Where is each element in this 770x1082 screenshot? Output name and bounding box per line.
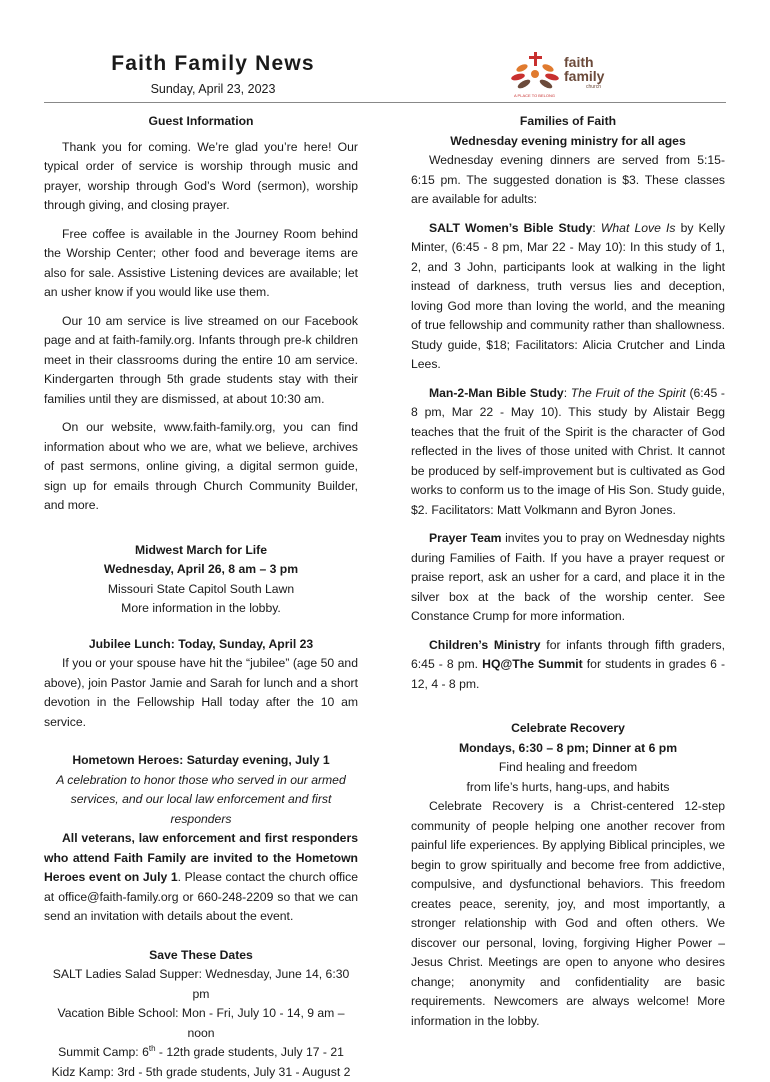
guest-info-paragraph: Thank you for coming. We’re glad you’re here! Our typical order of service is worship through music and prayer, worship through God’s Word (sermon), worship through giving, and closing prayer.	[44, 138, 358, 216]
man2man-study-paragraph	[411, 384, 725, 521]
childrens-ministry-paragraph	[411, 636, 725, 695]
hometown-heroes-subtitle: A celebration to honor those who served in our armed services, and our local law enforcement and first responders	[44, 771, 358, 830]
save-date-text: Summit Camp: 6	[58, 1045, 149, 1059]
celebrate-recovery-body: Celebrate Recovery is a Christ-centered 12-step community of people helping one another recover from painful life experiences. By applying Biblical principles, we begin to grow spiritually and become free from addictive, compulsive, and dysfunctional behaviors. This freedom creates peace, serenity, joy, and most importantly, a stronger relationship with God and often others. We discover our personal, loving, forgiving Higher Power – Jesus Christ. Meetings are open to anyone who desires change; anonymity and confidentiality are basic requirements. Newcomers are always welcome! More information in the lobby.	[411, 797, 725, 1031]
hometown-heroes-heading: Hometown Heroes: Saturday evening, July 1	[44, 751, 358, 771]
man2man-study-text: (6:45 - 8 pm, Mar 22 - May 10). This study by Alistair Begg teaches that the fruit of the Spirit is the character of God reflected in the lives of those united with Christ. It cannot be produced by self-improvement but is cultivated as God works to conform us to the image of His Son. Study guide, $2. Facilitators: Matt Volkmann and Byron Jones.	[411, 386, 725, 517]
guest-info-paragraph: Free coffee is available in the Journey Room behind the Worship Center; other food and beverage items are also for sale. Assistive Listening devices are available; let an usher know if you would like use them.	[44, 225, 358, 303]
save-date-item: SALT Ladies Salad Supper: Wednesday, June 14, 6:30 pm	[44, 965, 358, 1004]
save-date-item	[44, 1043, 358, 1063]
prayer-team-paragraph	[411, 529, 725, 627]
right-column	[411, 112, 725, 1034]
celebrate-recovery-sub: Find healing and freedom	[411, 758, 725, 778]
left-column	[44, 112, 358, 1082]
svg-text:A PLACE TO BELONG: A PLACE TO BELONG	[514, 93, 555, 98]
jubilee-lunch-heading: Jubilee Lunch: Today, Sunday, April 23	[44, 635, 358, 655]
separator: :	[592, 221, 601, 235]
man2man-study-book: The Fruit of the Spirit	[571, 386, 686, 400]
guest-info-heading: Guest Information	[44, 112, 358, 132]
hometown-heroes-body	[44, 829, 358, 927]
midwest-march-heading: Midwest March for Life	[44, 541, 358, 561]
celebrate-recovery-sub: from life’s hurts, hang-ups, and habits	[411, 778, 725, 798]
separator: :	[564, 386, 571, 400]
family-figures-icon	[500, 50, 630, 100]
guest-info-paragraph: Our 10 am service is live streamed on our Facebook page and at faith-family.org. Infants through pre-k children meet in their classrooms during the entire 10 am service. Kindergarten through 5th grade students stay with their families until they are dismissed, at about 10:30 am.	[44, 312, 358, 410]
jubilee-lunch-body: If you or your spouse have hit the “jubilee” (age 50 and above), join Pastor Jamie and Sarah for lunch and a short devotion in the Fellowship Hall today after the 10 am service.	[44, 654, 358, 732]
hq-summit-title: HQ@The Summit	[482, 657, 583, 671]
save-dates-heading: Save These Dates	[44, 946, 358, 966]
svg-text:faith: faith	[564, 54, 594, 70]
prayer-team-text: invites you to pray on Wednesday nights during Families of Faith. If you have a prayer request or praise report, ask an usher for a card, and place it in the silver box at the back of the worship center. See Constance Crump for more information.	[411, 531, 725, 623]
salt-study-text: by Kelly Minter, (6:45 - 8 pm, Mar 22 - May 10): In this study of 1, 2, and 3 John, participants look at walking in the light instead of darkness, truth versus lies and deception, loving God more than loving the world, and the meaning of true fellowship and community rather than shallowness. Study guide, $18; Facilitators: Alicia Crutcher and Linda Lees.	[411, 221, 725, 372]
hometown-heroes-rest: . Please contact the church office at office@faith-family.org or 660-248-2209 so that we can send an invitation with details about the event.	[44, 870, 358, 923]
newsletter-title: Faith Family News	[80, 52, 346, 76]
guest-info-paragraph: On our website, www.faith-family.org, you can find information about who we are, what we believe, archives of past sermons, online giving, a digital sermon guide, sign up for emails through Church Community Builder, and more.	[44, 418, 358, 516]
childrens-ministry-title: Children’s Ministry	[429, 638, 541, 652]
midwest-march-when: Wednesday, April 26, 8 am – 3 pm	[44, 560, 358, 580]
celebrate-recovery-heading: Celebrate Recovery	[411, 719, 725, 739]
hometown-heroes-bold: All veterans, law enforcement and first responders who attend Faith Family are invited to the Hometown Heroes event on July 1	[44, 831, 358, 884]
svg-text:family: family	[564, 68, 605, 84]
man2man-study-title: Man-2-Man Bible Study	[429, 386, 564, 400]
families-of-faith-heading: Families of Faith	[411, 112, 725, 132]
newsletter-date: Sunday, April 23, 2023	[80, 82, 346, 96]
families-of-faith-subheading: Wednesday evening ministry for all ages	[411, 132, 725, 152]
families-of-faith-intro: Wednesday evening dinners are served from 5:15-6:15 pm. The suggested donation is $3. These classes are available for adults:	[411, 151, 725, 210]
midwest-march-where: Missouri State Capitol South Lawn	[44, 580, 358, 600]
save-date-item: Vacation Bible School: Mon - Fri, July 10 - 14, 9 am – noon	[44, 1004, 358, 1043]
childrens-ministry-text: for infants through fifth graders, 6:45 - 8 pm.	[411, 638, 725, 672]
celebrate-recovery-schedule: Mondays, 6:30 – 8 pm; Dinner at 6 pm	[411, 739, 725, 759]
save-date-item: Kidz Kamp: 3rd - 5th grade students, July 31 - August 2	[44, 1063, 358, 1082]
save-date-sup: th	[149, 1044, 156, 1053]
salt-study-book: What Love Is	[601, 221, 676, 235]
church-logo	[500, 50, 630, 100]
header-divider	[44, 102, 726, 103]
childrens-ministry-text: for students in grades 6 - 12, 4 - 8 pm.	[411, 657, 725, 691]
salt-study-paragraph	[411, 219, 725, 375]
prayer-team-title: Prayer Team	[429, 531, 501, 545]
save-date-text: - 12th grade students, July 17 - 21	[156, 1045, 344, 1059]
midwest-march-more: More information in the lobby.	[44, 599, 358, 619]
svg-text:church: church	[586, 84, 601, 90]
salt-study-title: SALT Women’s Bible Study	[429, 221, 592, 235]
